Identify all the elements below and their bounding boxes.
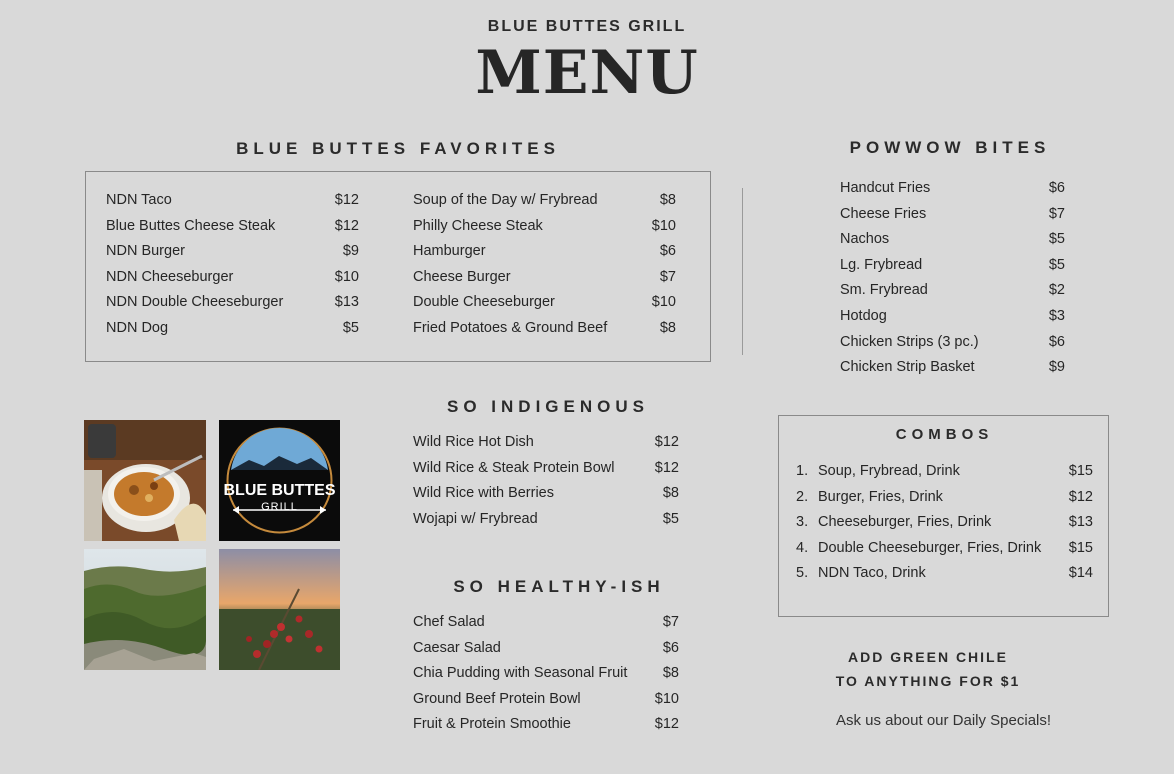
soup-photo — [84, 420, 206, 541]
favorites-title: BLUE BUTTES FAVORITES — [236, 139, 560, 158]
menu-item-price: $8 — [659, 192, 676, 208]
menu-item-name: Caesar Salad — [413, 639, 501, 656]
brand-name: BLUE BUTTES GRILL — [487, 18, 687, 35]
menu-item — [840, 304, 1065, 330]
menu-item-name: Cheese Fries — [840, 205, 927, 222]
menu-item-name: Hamburger — [413, 243, 486, 260]
menu-item — [796, 485, 1093, 511]
menu-item-price: $6 — [1048, 180, 1065, 196]
menu-item-price: $13 — [334, 294, 359, 311]
menu-item-price: $7 — [662, 614, 679, 630]
menu-item-price: $12 — [1068, 488, 1093, 505]
menu-item-name: Wojapi w/ Frybread — [413, 510, 538, 527]
logo-subtext: GRILL — [261, 501, 298, 513]
menu-item-price: $12 — [334, 217, 359, 234]
green-chile-note — [778, 645, 1078, 693]
menu-item-name — [796, 536, 1041, 562]
menu-item-name: Soup of the Day w/ Frybread — [413, 192, 598, 208]
menu-item-price: $5 — [1048, 231, 1065, 248]
menu-item — [796, 536, 1093, 562]
indigenous-list — [413, 430, 679, 532]
menu-item — [413, 265, 676, 291]
menu-item-name: NDN Taco — [106, 192, 172, 208]
favorites-left-list — [106, 188, 359, 342]
menu-item-price: $15 — [1068, 539, 1093, 556]
menu-item-price: $5 — [1048, 256, 1065, 273]
menu-item-name — [796, 510, 991, 536]
powwow-title: POWWOW BITES — [849, 138, 1051, 157]
menu-item-name: Philly Cheese Steak — [413, 217, 543, 234]
menu-item-price: $12 — [334, 192, 359, 208]
combo-number: 2. — [796, 488, 809, 505]
menu-item-name: NDN Burger — [106, 243, 185, 260]
indigenous-title: SO INDIGENOUS — [447, 397, 649, 416]
menu-item-name: Wild Rice & Steak Protein Bowl — [413, 459, 615, 476]
menu-item-price: $8 — [659, 319, 676, 336]
favorites-right-list — [413, 188, 676, 342]
menu-item-name: Chef Salad — [413, 614, 485, 630]
berries-photo — [219, 549, 340, 670]
combos-title: COMBOS — [895, 426, 994, 443]
menu-item-name — [796, 485, 943, 511]
badlands-photo — [84, 549, 206, 670]
combo-number: 4. — [796, 539, 809, 556]
menu-item — [413, 214, 676, 240]
menu-item-price: $10 — [651, 294, 676, 311]
menu-item — [413, 636, 679, 662]
menu-item-price: $2 — [1048, 282, 1065, 299]
combo-name: Cheeseburger, Fries, Drink — [818, 514, 992, 531]
menu-item — [413, 239, 676, 265]
menu-item-price: $8 — [662, 485, 679, 502]
menu-item — [413, 188, 676, 214]
menu-item-price: $9 — [342, 243, 359, 260]
menu-item-price: $5 — [662, 510, 679, 527]
menu-item — [413, 456, 679, 482]
menu-item-price: $10 — [334, 268, 359, 285]
menu-item-name: Blue Buttes Cheese Steak — [106, 217, 276, 234]
menu-item — [106, 214, 359, 240]
green-chile-line1: ADD GREEN CHILE — [848, 649, 1008, 665]
powwow-list — [840, 176, 1065, 381]
menu-item-price: $12 — [654, 716, 679, 733]
menu-item-name: NDN Dog — [106, 319, 169, 336]
menu-item — [413, 712, 679, 738]
menu-item-price: $6 — [662, 639, 679, 656]
menu-item-name — [796, 561, 926, 587]
menu-item-name: Ground Beef Protein Bowl — [413, 690, 581, 707]
menu-item — [413, 610, 679, 636]
menu-item-price: $13 — [1068, 514, 1093, 531]
menu-item-price: $15 — [1068, 463, 1093, 479]
menu-item — [106, 239, 359, 265]
combo-number: 1. — [796, 463, 809, 479]
menu-item — [796, 459, 1093, 485]
menu-item-name: Wild Rice Hot Dish — [413, 434, 534, 450]
column-divider — [742, 188, 743, 355]
menu-item-price: $10 — [654, 690, 679, 707]
combo-name: Double Cheeseburger, Fries, Drink — [818, 539, 1042, 556]
menu-item — [796, 561, 1093, 587]
favorites-box — [85, 171, 711, 362]
menu-item — [840, 330, 1065, 356]
menu-item-price: $7 — [1048, 205, 1065, 222]
logo-text: BLUE BUTTES — [223, 482, 336, 499]
menu-item — [840, 355, 1065, 381]
menu-item-price: $5 — [342, 319, 359, 336]
menu-item — [796, 510, 1093, 536]
menu-item-price: $10 — [651, 217, 676, 234]
menu-item — [106, 265, 359, 291]
combos-box — [778, 415, 1109, 617]
menu-item — [413, 481, 679, 507]
combo-name: Soup, Frybread, Drink — [818, 463, 960, 479]
logo-photo — [219, 420, 340, 541]
menu-item — [106, 290, 359, 316]
menu-item-price: $3 — [1048, 307, 1065, 324]
menu-item-price: $12 — [654, 459, 679, 476]
menu-item-price: $6 — [659, 243, 676, 260]
menu-item-name — [796, 459, 960, 485]
menu-item-name: Chicken Strip Basket — [840, 359, 975, 376]
menu-item-name: Hotdog — [840, 307, 887, 324]
menu-item — [413, 507, 679, 533]
combo-name: Burger, Fries, Drink — [818, 488, 943, 505]
menu-item-price: $14 — [1068, 565, 1093, 582]
menu-item-price: $8 — [662, 665, 679, 682]
menu-item — [413, 687, 679, 713]
menu-item-name: Chia Pudding with Seasonal Fruit — [413, 665, 628, 682]
menu-item-name: Handcut Fries — [840, 180, 931, 196]
healthy-title: SO HEALTHY-ISH — [453, 577, 665, 596]
menu-item-price: $9 — [1048, 359, 1065, 376]
menu-item-name: Cheese Burger — [413, 268, 511, 285]
menu-item-name: Fried Potatoes & Ground Beef — [413, 319, 608, 336]
menu-item — [413, 316, 676, 342]
menu-title: MENU — [475, 38, 699, 108]
healthy-list — [413, 610, 679, 738]
menu-item-name: Chicken Strips (3 pc.) — [840, 333, 979, 350]
menu-item — [106, 188, 359, 214]
combo-name: NDN Taco, Drink — [818, 565, 926, 582]
combos-list — [796, 459, 1093, 587]
green-chile-line2: TO ANYTHING FOR $1 — [835, 673, 1021, 689]
menu-item — [413, 430, 679, 456]
daily-specials-note: Ask us about our Daily Specials! — [835, 712, 1052, 729]
menu-item — [840, 202, 1065, 228]
menu-item — [840, 227, 1065, 253]
combo-number: 3. — [796, 514, 809, 531]
menu-item-name: Wild Rice with Berries — [413, 485, 554, 502]
menu-item-name: NDN Cheeseburger — [106, 268, 234, 285]
menu-item-price: $12 — [654, 434, 679, 450]
menu-item-name: Sm. Frybread — [840, 282, 928, 299]
combo-number: 5. — [796, 565, 809, 582]
menu-item — [413, 290, 676, 316]
menu-item — [840, 176, 1065, 202]
menu-item-name: Fruit & Protein Smoothie — [413, 716, 571, 733]
menu-item-name: Double Cheeseburger — [413, 294, 555, 311]
menu-item — [106, 316, 359, 342]
menu-item — [840, 253, 1065, 279]
menu-item-price: $6 — [1048, 333, 1065, 350]
menu-item — [840, 278, 1065, 304]
menu-item — [413, 661, 679, 687]
menu-item-name: Lg. Frybread — [840, 256, 923, 273]
menu-item-name: NDN Double Cheeseburger — [106, 294, 284, 311]
menu-item-name: Nachos — [840, 231, 890, 248]
menu-item-price: $7 — [659, 268, 676, 285]
